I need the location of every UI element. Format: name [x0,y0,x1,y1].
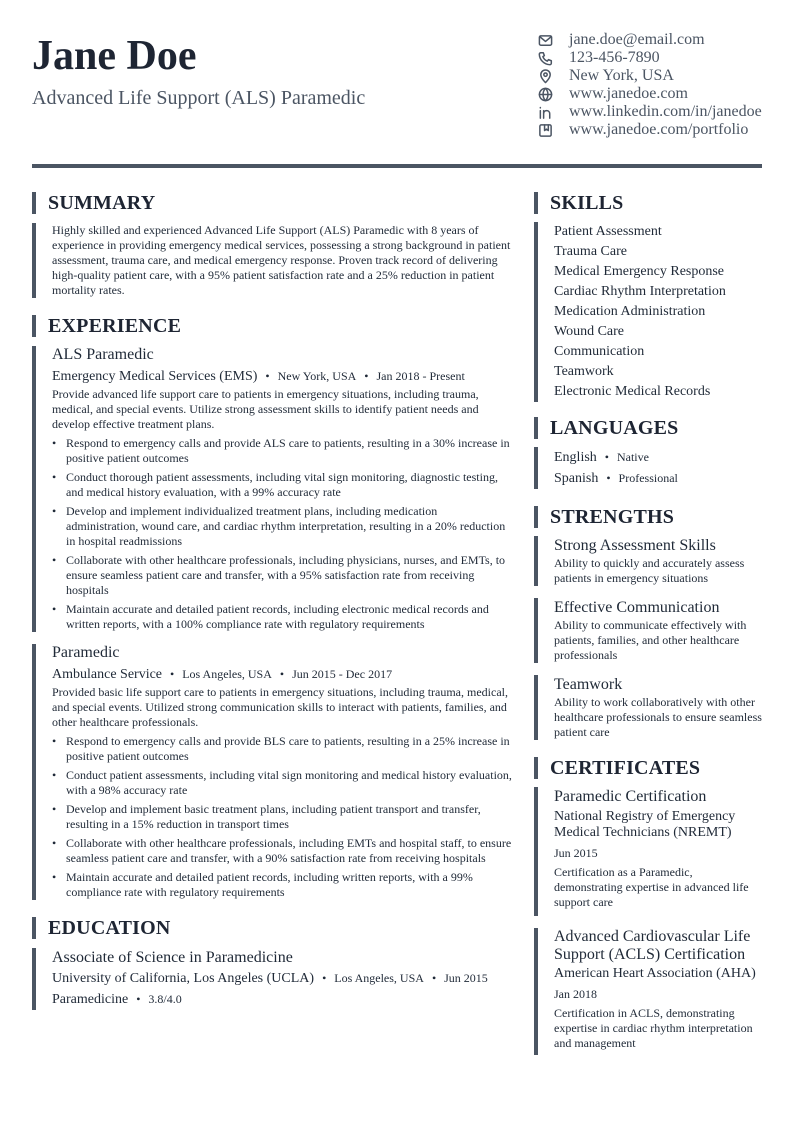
location-icon [537,68,553,84]
certificate-name: Advanced Cardiovascular Life Support (ACLS) Certification [554,928,751,963]
education-meta: University of California, Los Angeles (UCLA) • Los Angeles, USA • Jun 2015 [52,971,488,986]
education-heading: EDUCATION [32,917,512,939]
education-school: University of California, Los Angeles (UCLA) [52,971,315,986]
strength-name: Effective Communication [554,599,720,616]
education-degree: Associate of Science in Paramedicine [52,949,293,966]
job-position: ALS Paramedic [52,346,154,363]
list-item: • Maintain accurate and detailed patient records, including electronic medical records and written reports, with a 100% compliance rate with regulatory requirements [52,602,512,632]
job-dates: Jun 2015 - Dec 2017 [292,667,393,681]
strength-name: Strong Assessment Skills [554,537,716,554]
header-divider [32,164,762,168]
language-name: Spanish [554,471,599,486]
list-item: Communication [554,344,645,359]
education-entry [32,948,512,1010]
education-field: Paramedicine [52,992,129,1007]
job-company: Emergency Medical Services (EMS) [52,369,258,384]
job-bullets [52,734,512,900]
certificate-date: Jun 2015 [554,846,598,860]
certificate-desc: Certification as a Paramedic, demonstrating expertise in advanced life support care [554,865,749,909]
list-item: Teamwork [554,364,614,379]
email-icon [537,32,553,48]
certificate-issuer: American Heart Association (AHA) [554,966,756,981]
right-column [534,192,764,1055]
certificate-issuer: National Registry of Emergency Medical Technicians (NREMT) [554,809,736,840]
job-position: Paramedic [52,644,120,661]
list-item: Cardiac Rhythm Interpretation [554,284,726,299]
list-item: Wound Care [554,324,625,339]
job-company: Ambulance Service [52,667,163,682]
contact-portfolio-text: www.janedoe.com/portfolio [569,121,749,138]
list-item: Electronic Medical Records [554,384,711,399]
certificate-desc: Certification in ACLS, demonstrating expertise in cardiac rhythm interpretation and management [554,1006,753,1050]
language-name: English [554,450,597,465]
contact-location [537,67,777,85]
language-level: Native [616,450,649,464]
certificate-entry [534,787,764,916]
list-item: • Respond to emergency calls and provide BLS care to patients, resulting in a 25% increase in positive patient outcomes [52,734,512,764]
contact-portfolio[interactable] [537,121,777,139]
summary-text: Highly skilled and experienced Advanced Life Support (ALS) Paramedic with 8 years of experience in providing emergency medical services, possessing a strong background in patient assessment, trauma care, and medical emergency response. Proven track record of delivering high-quality patient care, with a 95% patient satisfaction rate and a 25% reduction in patient mortality rates. [32,223,512,298]
globe-icon [537,86,553,102]
list-item: • Maintain accurate and detailed patient records, including written reports, with a 99% compliance rate with regulatory requirements [52,870,512,900]
contact-email-text: jane.doe@email.com [569,31,705,48]
left-column [32,192,512,1010]
list-item: • Collaborate with other healthcare professionals, including physicians, nurses, and EMTs, to ensure seamless patient care and transfer, with a 95% satisfaction rate from receiving hospitals [52,553,512,598]
list-item: • Conduct patient assessments, including vital sign monitoring and medical history evaluation, with a 98% accuracy rate [52,768,512,798]
list-item: Medical Emergency Response [554,264,725,279]
contact-phone[interactable] [537,49,777,67]
list-item: Patient Assessment [554,224,662,239]
linkedin-icon [537,104,553,120]
list-item: Medication Administration [554,304,706,319]
education-field-line: Paramedicine • 3.8/4.0 [52,992,182,1007]
contact-location-text: New York, USA [569,67,674,84]
certificate-date: Jan 2018 [554,987,597,1001]
contact-website-text: www.janedoe.com [569,85,688,102]
job-dates: Jan 2018 - Present [376,369,465,383]
list-item: • Collaborate with other healthcare professionals, including EMTs and hospital staff, to ensure seamless patient care and transfer, with a 90% satisfaction rate from receiving hospitals [52,836,512,866]
job-bullets [52,436,512,632]
job-description: Provided basic life support care to patients in emergency situations, including trauma, medical, and special events. Utilized strong communication skills to interact with patients, families, and other healthcare professionals. [52,685,508,729]
languages-list [534,447,764,489]
education-gpa: 3.8/4.0 [148,992,182,1006]
contact-linkedin[interactable] [537,103,777,121]
contact-phone-text: 123-456-7890 [569,49,660,66]
strength-desc: Ability to quickly and accurately assess patients in emergency situations [554,556,745,585]
contact-linkedin-text: www.linkedin.com/in/janedoe [569,103,762,120]
skills-heading: SKILLS [534,192,764,214]
bookmark-icon [537,122,553,138]
certificates-heading: CERTIFICATES [534,757,764,779]
job-meta: Emergency Medical Services (EMS) • New York, USA • Jan 2018 - Present [52,369,465,384]
job-entry [32,644,512,900]
education-date: Jun 2015 [444,971,488,985]
job-description: Provide advanced life support care to patients in emergency situations, including trauma, medical, and special events. Utilize strong assessment skills to identify patient needs and develop effective treatment plans. [52,387,479,431]
language-level: Professional [618,471,678,485]
job-location: Los Angeles, USA [182,667,272,681]
contact-email[interactable] [537,31,777,49]
strength-entry [534,536,764,586]
skills-list [534,222,764,402]
list-item: English • Native [554,450,649,465]
candidate-role: Advanced Life Support (ALS) Paramedic [32,87,366,109]
strength-desc: Ability to communicate effectively with patients, families, and other healthcare professionals [554,618,747,662]
candidate-name: Jane Doe [32,33,197,79]
education-location: Los Angeles, USA [334,971,424,985]
certificate-name: Paramedic Certification [554,788,707,805]
strengths-heading: STRENGTHS [534,506,764,528]
strength-entry [534,675,764,740]
certificate-entry [534,928,764,1055]
list-item: Spanish • Professional [554,471,678,486]
resume-header [32,30,762,150]
contact-website[interactable] [537,85,777,103]
phone-icon [537,50,553,66]
list-item: Trauma Care [554,244,627,259]
experience-heading: EXPERIENCE [32,315,512,337]
contact-list [537,31,777,139]
strength-name: Teamwork [554,676,623,693]
summary-heading: SUMMARY [32,192,512,214]
list-item: • Develop and implement individualized treatment plans, including medication administration, wound care, and cardiac rhythm interpretation, resulting in a 20% reduction in hospital readmissions [52,504,512,549]
languages-heading: LANGUAGES [534,417,764,439]
strength-desc: Ability to work collaboratively with other healthcare professionals to ensure seamless patient care [554,695,762,739]
list-item: • Develop and implement basic treatment plans, including patient transport and transfer, resulting in a 15% reduction in transport times [52,802,512,832]
job-location: New York, USA [277,369,357,383]
list-item: • Conduct thorough patient assessments, including vital sign monitoring, diagnostic testing, and medical history evaluation, with a 99% accuracy rate [52,470,512,500]
job-meta: Ambulance Service • Los Angeles, USA • Jun 2015 - Dec 2017 [52,667,393,682]
strength-entry [534,598,764,663]
job-entry [32,346,512,632]
list-item: • Respond to emergency calls and provide ALS care to patients, resulting in a 30% increase in positive patient outcomes [52,436,512,466]
